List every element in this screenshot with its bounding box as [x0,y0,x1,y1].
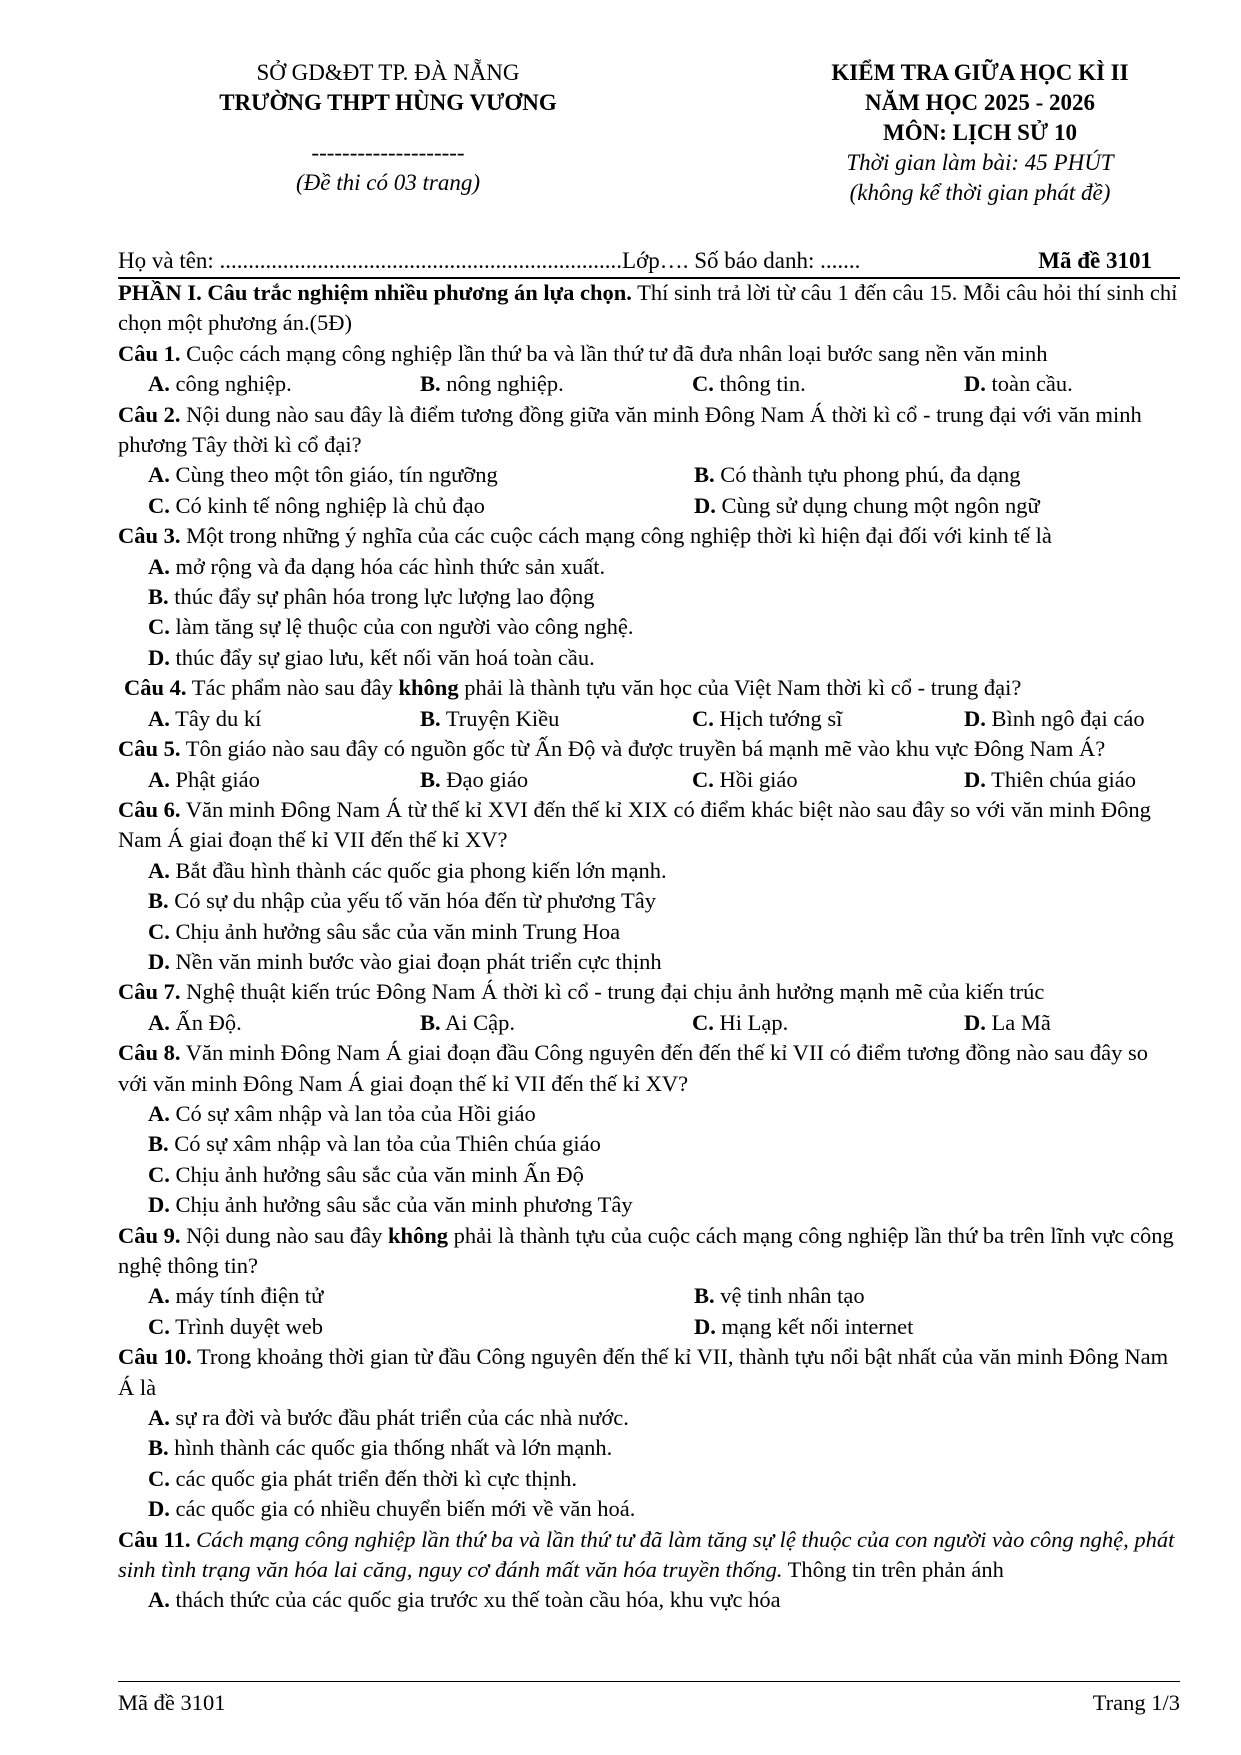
option-text: Hi Lạp. [713,1009,789,1035]
answer-option[interactable] [692,1008,964,1038]
answer-option[interactable] [148,1099,1180,1129]
option-letter: B. [420,766,441,792]
option-text: Ấn Độ. [169,1009,242,1035]
option-text: Nền văn minh bước vào giai đoạn phát triển cực thịnh [169,948,662,974]
option-letter: D. [148,1496,170,1522]
question [118,521,1180,551]
student-info-line [118,246,1180,276]
exam-code: Mã đề 3101 [1038,248,1152,273]
answer-option[interactable] [148,643,1180,673]
answer-option[interactable] [692,704,964,734]
answer-option[interactable] [694,1281,1210,1311]
option-letter: D. [694,1313,716,1339]
part-heading [118,278,1180,339]
footer-exam-code: Mã đề 3101 [118,1690,226,1715]
answer-option[interactable] [692,369,964,399]
exam-content [118,278,1180,1616]
part-title: PHẦN I. Câu trắc nghiệm nhiều phương án lựa chọn. [118,280,632,305]
part-description: Thí sinh trả lời từ câu 1 đến câu 15. Mỗi câu hỏi thí sinh chỉ chọn một phương án.(5Đ) [118,280,1178,336]
answer-option[interactable] [694,460,1210,490]
option-group [118,1585,1180,1615]
question [118,1525,1180,1586]
option-text: vệ tinh nhân tạo [714,1283,865,1309]
option-letter: C. [692,371,714,397]
option-text: Tây du kí [169,705,262,731]
option-letter: C. [148,492,170,518]
time-limit: Thời gian làm bài: 45 PHÚT [846,150,1114,175]
option-letter: B. [148,888,169,914]
answer-option[interactable] [420,704,692,734]
answer-option[interactable] [964,704,1210,734]
option-text: Bình ngô đại cáo [985,705,1145,731]
option-letter: A. [148,857,170,883]
option-text: Đạo giáo [440,766,529,792]
answer-option[interactable] [148,856,1180,886]
option-text: máy tính điện tử [169,1283,324,1309]
department-name: SỞ GD&ĐT TP. ĐÀ NẴNG [256,60,520,85]
option-letter: D. [148,644,170,670]
answer-option[interactable] [148,1312,694,1342]
option-letter: B. [420,705,441,731]
question [118,734,1180,764]
answer-option[interactable] [148,612,1180,642]
page-count-note: (Đề thi có 03 trang) [296,170,480,195]
option-text: Có thành tựu phong phú, đa dạng [714,462,1021,488]
header-right [730,58,1230,208]
option-group [118,1099,1180,1221]
option-text: nông nghiệp. [440,371,564,397]
option-letter: D. [964,766,986,792]
option-text: các quốc gia phát triển đến thời kì cực thịnh. [169,1465,577,1491]
option-text: Truyện Kiều [440,705,560,731]
page-number: Trang 1/3 [1092,1690,1180,1715]
question-text-cont: phải là thành tựu văn học của Việt Nam thời kì cổ - trung đại? [458,675,1022,701]
question [118,977,1180,1007]
option-text: Chịu ảnh hưởng sâu sắc của văn minh Trung Hoa [169,918,621,944]
option-letter: C. [148,918,170,944]
answer-option[interactable] [148,1433,1180,1463]
answer-option[interactable] [148,491,694,521]
question-number: Câu 3. [118,523,181,549]
question-quote: Cách mạng công nghiệp lần thứ ba và lần thứ tư đã làm tăng sự lệ thuộc của con người vào công nghệ, phát sinh tình trạng văn hóa lai căng, nguy cơ đánh mất văn hóa truyền thống. [118,1526,1175,1583]
option-letter: B. [420,371,441,397]
answer-option[interactable] [148,1129,1180,1159]
school-year: NĂM HỌC 2025 - 2026 [865,90,1095,115]
answer-option[interactable] [420,369,692,399]
option-letter: A. [148,1587,170,1613]
question-number: Câu 9. [118,1222,181,1248]
option-text: Trình duyệt web [169,1313,324,1339]
question-text: Nghệ thuật kiến trúc Đông Nam Á thời kì cổ - trung đại chịu ảnh hưởng mạnh mẽ của kiến trúc [180,979,1045,1005]
question-number: Câu 8. [118,1040,181,1066]
question-number: Câu 7. [118,979,181,1005]
option-text: Phật giáo [169,766,260,792]
answer-option[interactable] [148,552,1180,582]
question [118,795,1180,856]
option-text: Hịch tướng sĩ [713,705,843,731]
answer-option[interactable] [148,947,1180,977]
option-text: thúc đẩy sự phân hóa trong lực lượng lao động [168,584,595,610]
question [118,400,1180,461]
question-text: Cuộc cách mạng công nghiệp lần thứ ba và lần thứ tư đã đưa nhân loại bước sang nền văn minh [180,340,1048,366]
option-text: Cùng theo một tôn giáo, tín ngưỡng [169,462,498,488]
answer-option[interactable] [148,1160,1180,1190]
question [118,1221,1180,1282]
question-number: Câu 10. [118,1344,192,1370]
answer-option[interactable] [148,704,420,734]
option-letter: C. [692,766,714,792]
option-letter: D. [148,1192,170,1218]
question-text: Tôn giáo nào sau đây có nguồn gốc từ Ấn Độ và được truyền bá mạnh mẽ vào khu vực Đông Nam Á? [180,736,1106,762]
page-footer [118,1681,1180,1722]
option-text: công nghiệp. [169,371,292,397]
answer-option[interactable] [964,765,1210,795]
answer-option[interactable] [148,1403,1180,1433]
question-text: Nội dung nào sau đây là điểm tương đồng giữa văn minh Đông Nam Á thời kì cổ - trung đại với văn minh phương Tây thời kì cổ đại? [118,401,1142,458]
option-text: Thiên chúa giáo [985,766,1137,792]
option-letter: A. [148,462,170,488]
exam-title: KIỂM TRA GIỮA HỌC KÌ II [831,60,1129,85]
student-info-fields: Họ và tên: ......................................................................Lớp…. Số báo danh: ....... [118,248,861,273]
option-letter: A. [148,553,170,579]
answer-option[interactable] [148,1464,1180,1494]
option-text: thông tin. [713,371,806,397]
question-text: Trong khoảng thời gian từ đầu Công nguyên đến thế kỉ VII, thành tựu nổi bật nhất của văn minh Đông Nam Á là [118,1344,1169,1400]
question-number: Câu 11. [118,1526,191,1552]
option-letter: A. [148,1100,170,1126]
option-text: Ai Cập. [440,1009,516,1035]
answer-option[interactable] [692,765,964,795]
option-text: La Mã [985,1009,1051,1035]
option-letter: D. [694,492,716,518]
option-letter: A. [148,766,170,792]
option-text: Hồi giáo [713,766,798,792]
question-emphasis: không [387,1222,449,1248]
option-letter: A. [148,1405,170,1431]
answer-option[interactable] [148,886,1180,916]
option-text: Có kinh tế nông nghiệp là chủ đạo [169,492,485,518]
question-text: Nội dung nào sau đây [180,1222,388,1248]
answer-option[interactable] [148,1494,1180,1524]
option-letter: C. [148,1465,170,1491]
question-number: Câu 1. [118,340,181,366]
answer-option[interactable] [148,1008,420,1038]
question [118,1342,1180,1403]
option-text: sự ra đời và bước đầu phát triển của các nhà nước. [169,1405,629,1431]
option-text: Bắt đầu hình thành các quốc gia phong kiến lớn mạnh. [169,857,667,883]
option-letter: B. [694,1283,715,1309]
answer-option[interactable] [148,460,694,490]
question [118,673,1180,703]
question-number: Câu 6. [118,796,181,822]
option-text: Chịu ảnh hưởng sâu sắc của văn minh Ấn Độ [169,1161,584,1187]
option-text: Cùng sử dụng chung một ngôn ngữ [715,492,1040,518]
question-text-cont: Thông tin trên phản ánh [782,1557,1004,1583]
option-letter: D. [964,1009,986,1035]
question-text: Tác phẩm nào sau đây [186,675,399,701]
option-letter: C. [148,614,170,640]
answer-option[interactable] [148,1585,1180,1615]
answer-option[interactable] [148,582,1180,612]
option-group [118,1403,1180,1525]
question-text: Văn minh Đông Nam Á từ thế kỉ XVI đến thế kỉ XIX có điểm khác biệt nào sau đây so với văn minh Đông Nam Á giai đoạn thế kỉ VII đến thế kỉ XV? [118,796,1151,853]
question-text: Một trong những ý nghĩa của các cuộc cách mạng công nghiệp thời kì hiện đại đối với kinh tế là [180,523,1052,549]
question-text-cont: phải là thành tựu của cuộc cách mạng công nghiệp lần thứ ba trên lĩnh vực công nghệ thông tin? [118,1222,1174,1278]
option-letter: A. [148,1283,170,1309]
option-group [118,856,1180,978]
option-letter: A. [148,1009,170,1035]
question-emphasis: không [398,675,459,701]
option-letter: C. [148,1161,170,1187]
option-letter: C. [692,1009,714,1035]
answer-option[interactable] [694,491,1210,521]
question [118,339,1180,369]
option-letter: B. [420,1009,441,1035]
option-letter: C. [692,705,714,731]
answer-option[interactable] [148,1281,694,1311]
option-text: Có sự xâm nhập và lan tỏa của Hồi giáo [169,1100,536,1126]
option-text: hình thành các quốc gia thống nhất và lớn mạnh. [168,1435,613,1461]
option-letter: D. [964,705,986,731]
option-text: làm tăng sự lệ thuộc của con người vào công nghệ. [169,614,634,640]
option-letter: D. [148,948,170,974]
option-group [118,460,1180,521]
answer-option[interactable] [964,369,1210,399]
answer-option[interactable] [148,369,420,399]
option-letter: B. [148,1131,169,1157]
option-group [118,1008,1180,1038]
dash-line: -------------------- [311,140,465,165]
answer-option[interactable] [964,1008,1210,1038]
option-letter: B. [694,462,715,488]
option-text: thách thức của các quốc gia trước xu thế toàn cầu hóa, khu vực hóa [169,1587,781,1613]
option-letter: A. [148,371,170,397]
option-group [118,369,1180,399]
question [118,1038,1180,1099]
option-text: Có sự xâm nhập và lan tỏa của Thiên chúa giáo [168,1131,601,1157]
option-text: thúc đẩy sự giao lưu, kết nối văn hoá toàn cầu. [169,644,595,670]
option-letter: C. [148,1313,170,1339]
answer-option[interactable] [148,765,420,795]
time-note: (không kể thời gian phát đề) [849,180,1111,205]
option-letter: B. [148,1435,169,1461]
school-name: TRƯỜNG THPT HÙNG VƯƠNG [219,90,557,115]
answer-option[interactable] [148,1190,1180,1220]
option-letter: A. [148,705,170,731]
exam-header [118,58,1176,208]
answer-option[interactable] [148,917,1180,947]
question-number: Câu 5. [118,736,181,762]
question-number: Câu 2. [118,401,181,427]
option-text: Chịu ảnh hưởng sâu sắc của văn minh phương Tây [169,1192,633,1218]
header-left [118,58,658,198]
option-text: toàn cầu. [985,371,1073,397]
option-group [118,765,1180,795]
option-group [118,704,1180,734]
option-text: Có sự du nhập của yếu tố văn hóa đến từ phương Tây [168,888,656,914]
question-number: Câu 4. [124,675,187,701]
answer-option[interactable] [420,1008,692,1038]
option-text: các quốc gia có nhiều chuyển biến mới về văn hoá. [169,1496,636,1522]
option-group [118,1281,1180,1342]
subject: MÔN: LỊCH SỬ 10 [882,120,1077,145]
option-text: mở rộng và đa dạng hóa các hình thức sản xuất. [169,553,606,579]
option-text: mạng kết nối internet [715,1313,914,1339]
answer-option[interactable] [420,765,692,795]
option-group [118,552,1180,674]
option-letter: D. [964,371,986,397]
option-letter: B. [148,584,169,610]
answer-option[interactable] [694,1312,1210,1342]
question-text: Văn minh Đông Nam Á giai đoạn đầu Công nguyên đến đến thế kỉ VII có điểm tương đồng nào sau đây so với văn minh Đông Nam Á giai đoạn thế kỉ VII đến thế kỉ XV? [118,1040,1148,1096]
